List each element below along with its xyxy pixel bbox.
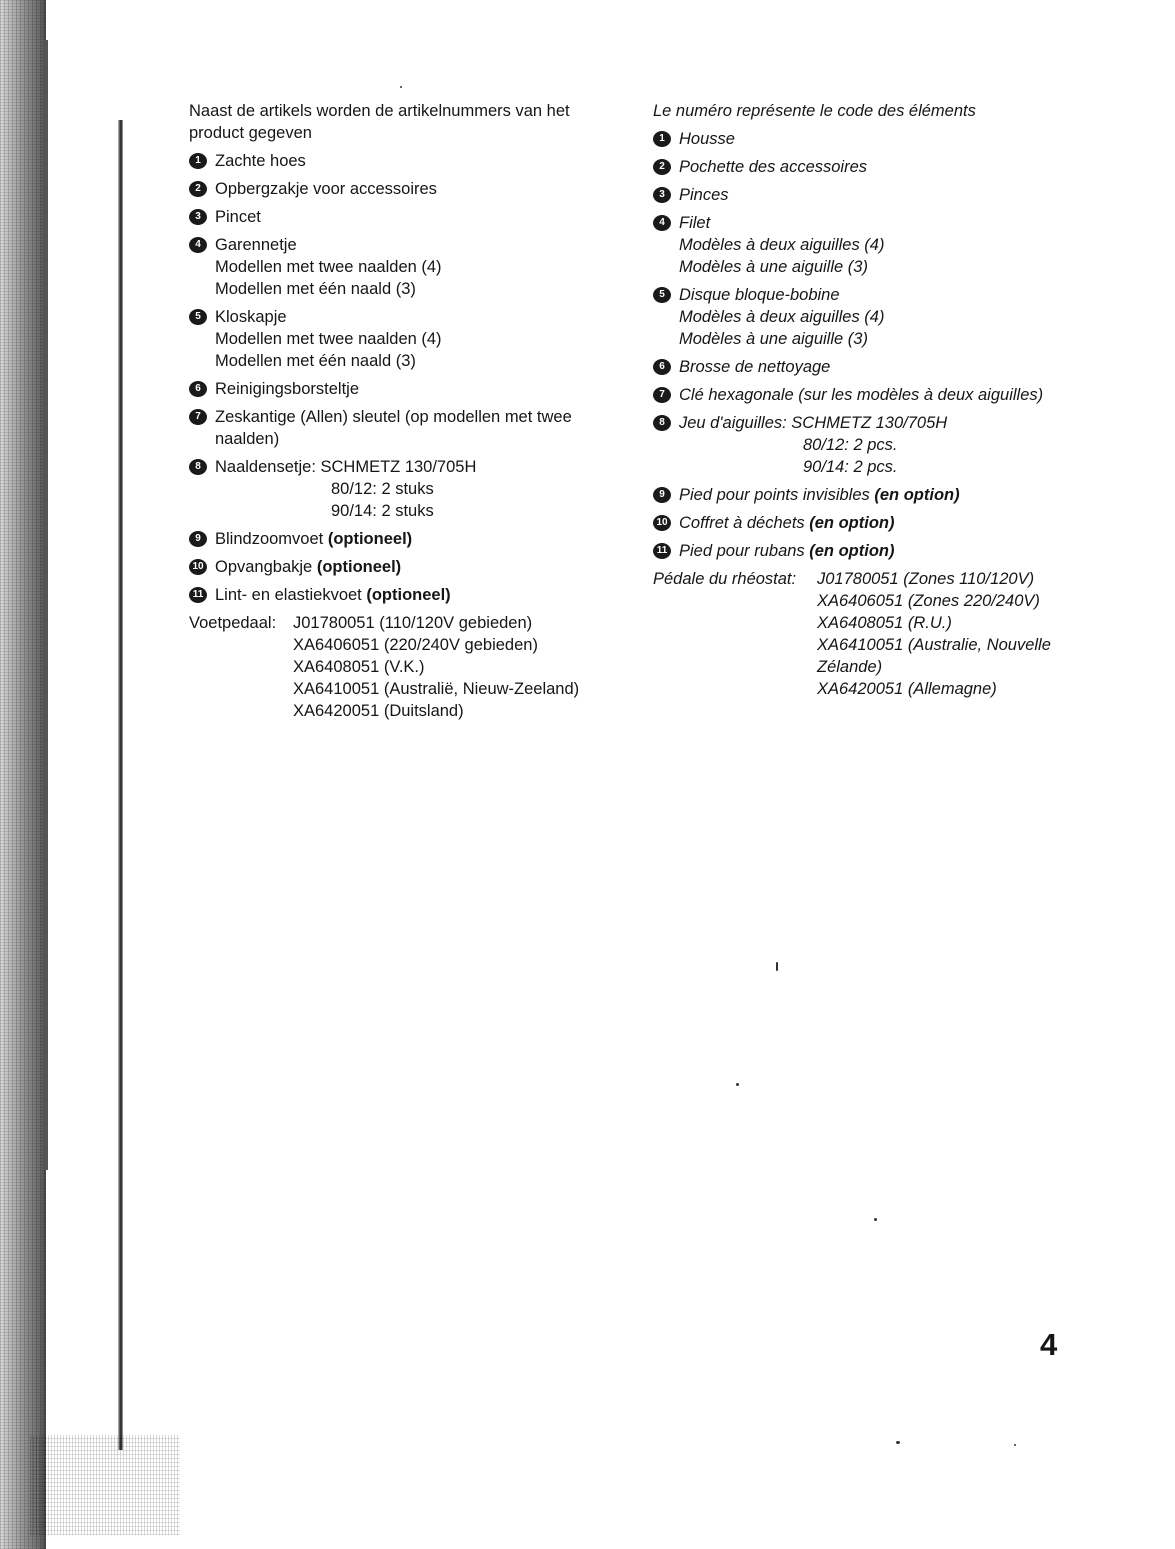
list-item [189, 528, 609, 550]
item-sub-line: 90/14: 2 stuks [331, 502, 434, 520]
item-number-badge: 6 [653, 359, 671, 375]
list-item [189, 556, 609, 578]
item-number-badge: 7 [189, 409, 207, 425]
item-number-badge: 3 [653, 187, 671, 203]
item-number-badge: 11 [653, 543, 671, 559]
item-body [679, 212, 1073, 278]
item-number-badge: 1 [653, 131, 671, 147]
pedal-value: J01780051 (110/120V gebieden) [293, 614, 533, 632]
item-number-badge: 5 [653, 287, 671, 303]
item-text: Jeu d'aiguilles: SCHMETZ 130/705H [679, 414, 948, 432]
optional-tag: (optioneel) [327, 530, 413, 548]
item-text: Clé hexagonale (sur les modèles à deux aiguilles) [679, 386, 1044, 404]
scan-binding-edge [0, 0, 46, 1549]
item-body [215, 178, 609, 200]
item-body [215, 456, 609, 522]
item-sub-line: Modellen met twee naalden (4) [215, 258, 442, 276]
item-number-badge: 9 [189, 531, 207, 547]
list-item [189, 178, 609, 200]
item-number-badge: 4 [189, 237, 207, 253]
scan-speck [1014, 1444, 1016, 1446]
item-body [679, 540, 1073, 562]
french-pedal-label: Pédale du rhéostat: [653, 570, 797, 588]
pedal-value: XA6410051 (Australië, Nieuw-Zeeland) [293, 680, 580, 698]
item-sub-line: 80/12: 2 stuks [331, 480, 434, 498]
list-item [653, 540, 1073, 562]
list-item [189, 406, 609, 450]
french-intro: Le numéro représente le code des éléments [653, 102, 976, 120]
item-body [679, 156, 1073, 178]
item-text: Pincet [215, 208, 261, 226]
scan-noise [30, 1435, 180, 1535]
list-item [653, 212, 1073, 278]
item-body [215, 584, 609, 606]
list-item [653, 512, 1073, 534]
french-foot-pedal [653, 568, 1073, 700]
item-sub-line: Modèles à une aiguille (3) [679, 330, 868, 348]
item-text: Lint- en elastiekvoet [215, 586, 362, 604]
french-item-list [653, 128, 1073, 562]
list-item [653, 284, 1073, 350]
item-sub-line: 80/12: 2 pcs. [803, 436, 898, 454]
item-number-badge: 10 [653, 515, 671, 531]
item-body [679, 356, 1073, 378]
item-number-badge: 1 [189, 153, 207, 169]
item-text: Garennetje [215, 236, 297, 254]
list-item [653, 356, 1073, 378]
item-sub-line: Modellen met één naald (3) [215, 280, 416, 298]
dutch-pedal-label: Voetpedaal: [189, 614, 277, 632]
item-text: Pinces [679, 186, 729, 204]
item-body [679, 128, 1073, 150]
item-body [679, 512, 1073, 534]
scan-speck [400, 86, 402, 88]
item-text: Zachte hoes [215, 152, 306, 170]
french-column [653, 100, 1073, 700]
item-sub-line: Modellen met één naald (3) [215, 352, 416, 370]
scan-speck [736, 1083, 739, 1086]
item-text: Reinigingsborsteltje [215, 380, 359, 398]
item-number-badge: 11 [189, 587, 207, 603]
scan-speck [776, 962, 778, 971]
item-text: Naaldensetje: SCHMETZ 130/705H [215, 458, 477, 476]
item-number-badge: 9 [653, 487, 671, 503]
list-item [189, 584, 609, 606]
item-body [215, 150, 609, 172]
list-item [189, 234, 609, 300]
item-text: Disque bloque-bobine [679, 286, 840, 304]
list-item [189, 456, 609, 522]
optional-tag: (optioneel) [316, 558, 402, 576]
item-text: Zeskantige (Allen) sleutel (op modellen met twee naalden) [215, 408, 572, 448]
item-text: Opvangbakje [215, 558, 313, 576]
item-body [679, 484, 1073, 506]
item-number-badge: 2 [653, 159, 671, 175]
list-item [189, 306, 609, 372]
item-text: Opbergzakje voor accessoires [215, 180, 437, 198]
item-text: Pied pour rubans [679, 542, 805, 560]
item-body [679, 384, 1073, 406]
pedal-value: XA6406051 (220/240V gebieden) [293, 636, 538, 654]
item-number-badge: 3 [189, 209, 207, 225]
item-number-badge: 8 [189, 459, 207, 475]
item-text: Brosse de nettoyage [679, 358, 831, 376]
item-sub-line: Modèles à deux aiguilles (4) [679, 308, 885, 326]
item-sub-line: 90/14: 2 pcs. [803, 458, 898, 476]
item-number-badge: 2 [189, 181, 207, 197]
item-body [215, 234, 609, 300]
pedal-value: XA6420051 (Duitsland) [293, 702, 464, 720]
item-text: Housse [679, 130, 735, 148]
item-number-badge: 8 [653, 415, 671, 431]
optional-tag: (en option) [809, 542, 895, 560]
list-item [653, 484, 1073, 506]
dutch-intro: Naast de artikels worden de artikelnummers van het product gegeven [189, 102, 570, 142]
item-number-badge: 4 [653, 215, 671, 231]
list-item [653, 184, 1073, 206]
item-body [215, 378, 609, 400]
scan-binding-line [118, 120, 123, 1450]
item-body [215, 528, 609, 550]
pedal-value: XA6420051 (Allemagne) [817, 680, 997, 698]
scan-speck [874, 1218, 877, 1221]
item-text: Blindzoomvoet [215, 530, 324, 548]
item-text: Pochette des accessoires [679, 158, 868, 176]
item-text: Coffret à déchets [679, 514, 805, 532]
pedal-value: XA6408051 (R.U.) [817, 614, 952, 632]
item-body [679, 284, 1073, 350]
list-item [189, 150, 609, 172]
item-sub-line: Modèles à une aiguille (3) [679, 258, 868, 276]
pedal-value: XA6410051 (Australie, Nouvelle Zélande) [817, 636, 1051, 676]
list-item [653, 128, 1073, 150]
item-number-badge: 5 [189, 309, 207, 325]
pedal-value: XA6408051 (V.K.) [293, 658, 425, 676]
pedal-value: J01780051 (Zones 110/120V) [817, 570, 1035, 588]
item-body [215, 406, 609, 450]
pedal-value: XA6406051 (Zones 220/240V) [817, 592, 1040, 610]
dutch-pedal-values [293, 612, 609, 722]
item-number-badge: 10 [189, 559, 207, 575]
item-text: Kloskapje [215, 308, 287, 326]
scan-edge-line [44, 40, 48, 1170]
dutch-column [189, 100, 609, 722]
optional-tag: (en option) [874, 486, 960, 504]
item-number-badge: 7 [653, 387, 671, 403]
list-item [653, 156, 1073, 178]
list-item [189, 378, 609, 400]
item-text: Pied pour points invisibles [679, 486, 870, 504]
dutch-foot-pedal [189, 612, 609, 722]
optional-tag: (en option) [809, 514, 895, 532]
item-number-badge: 6 [189, 381, 207, 397]
page-number: 4 [1040, 1327, 1058, 1362]
item-sub-line: Modellen met twee naalden (4) [215, 330, 442, 348]
item-body [215, 306, 609, 372]
french-pedal-values [817, 568, 1073, 700]
scan-speck [896, 1441, 900, 1444]
dutch-item-list [189, 150, 609, 606]
item-body [679, 184, 1073, 206]
list-item [653, 412, 1073, 478]
item-body [679, 412, 1073, 478]
list-item [189, 206, 609, 228]
item-sub-line: Modèles à deux aiguilles (4) [679, 236, 885, 254]
item-body [215, 556, 609, 578]
optional-tag: (optioneel) [366, 586, 451, 604]
item-text: Filet [679, 214, 711, 232]
item-body [215, 206, 609, 228]
list-item [653, 384, 1073, 406]
